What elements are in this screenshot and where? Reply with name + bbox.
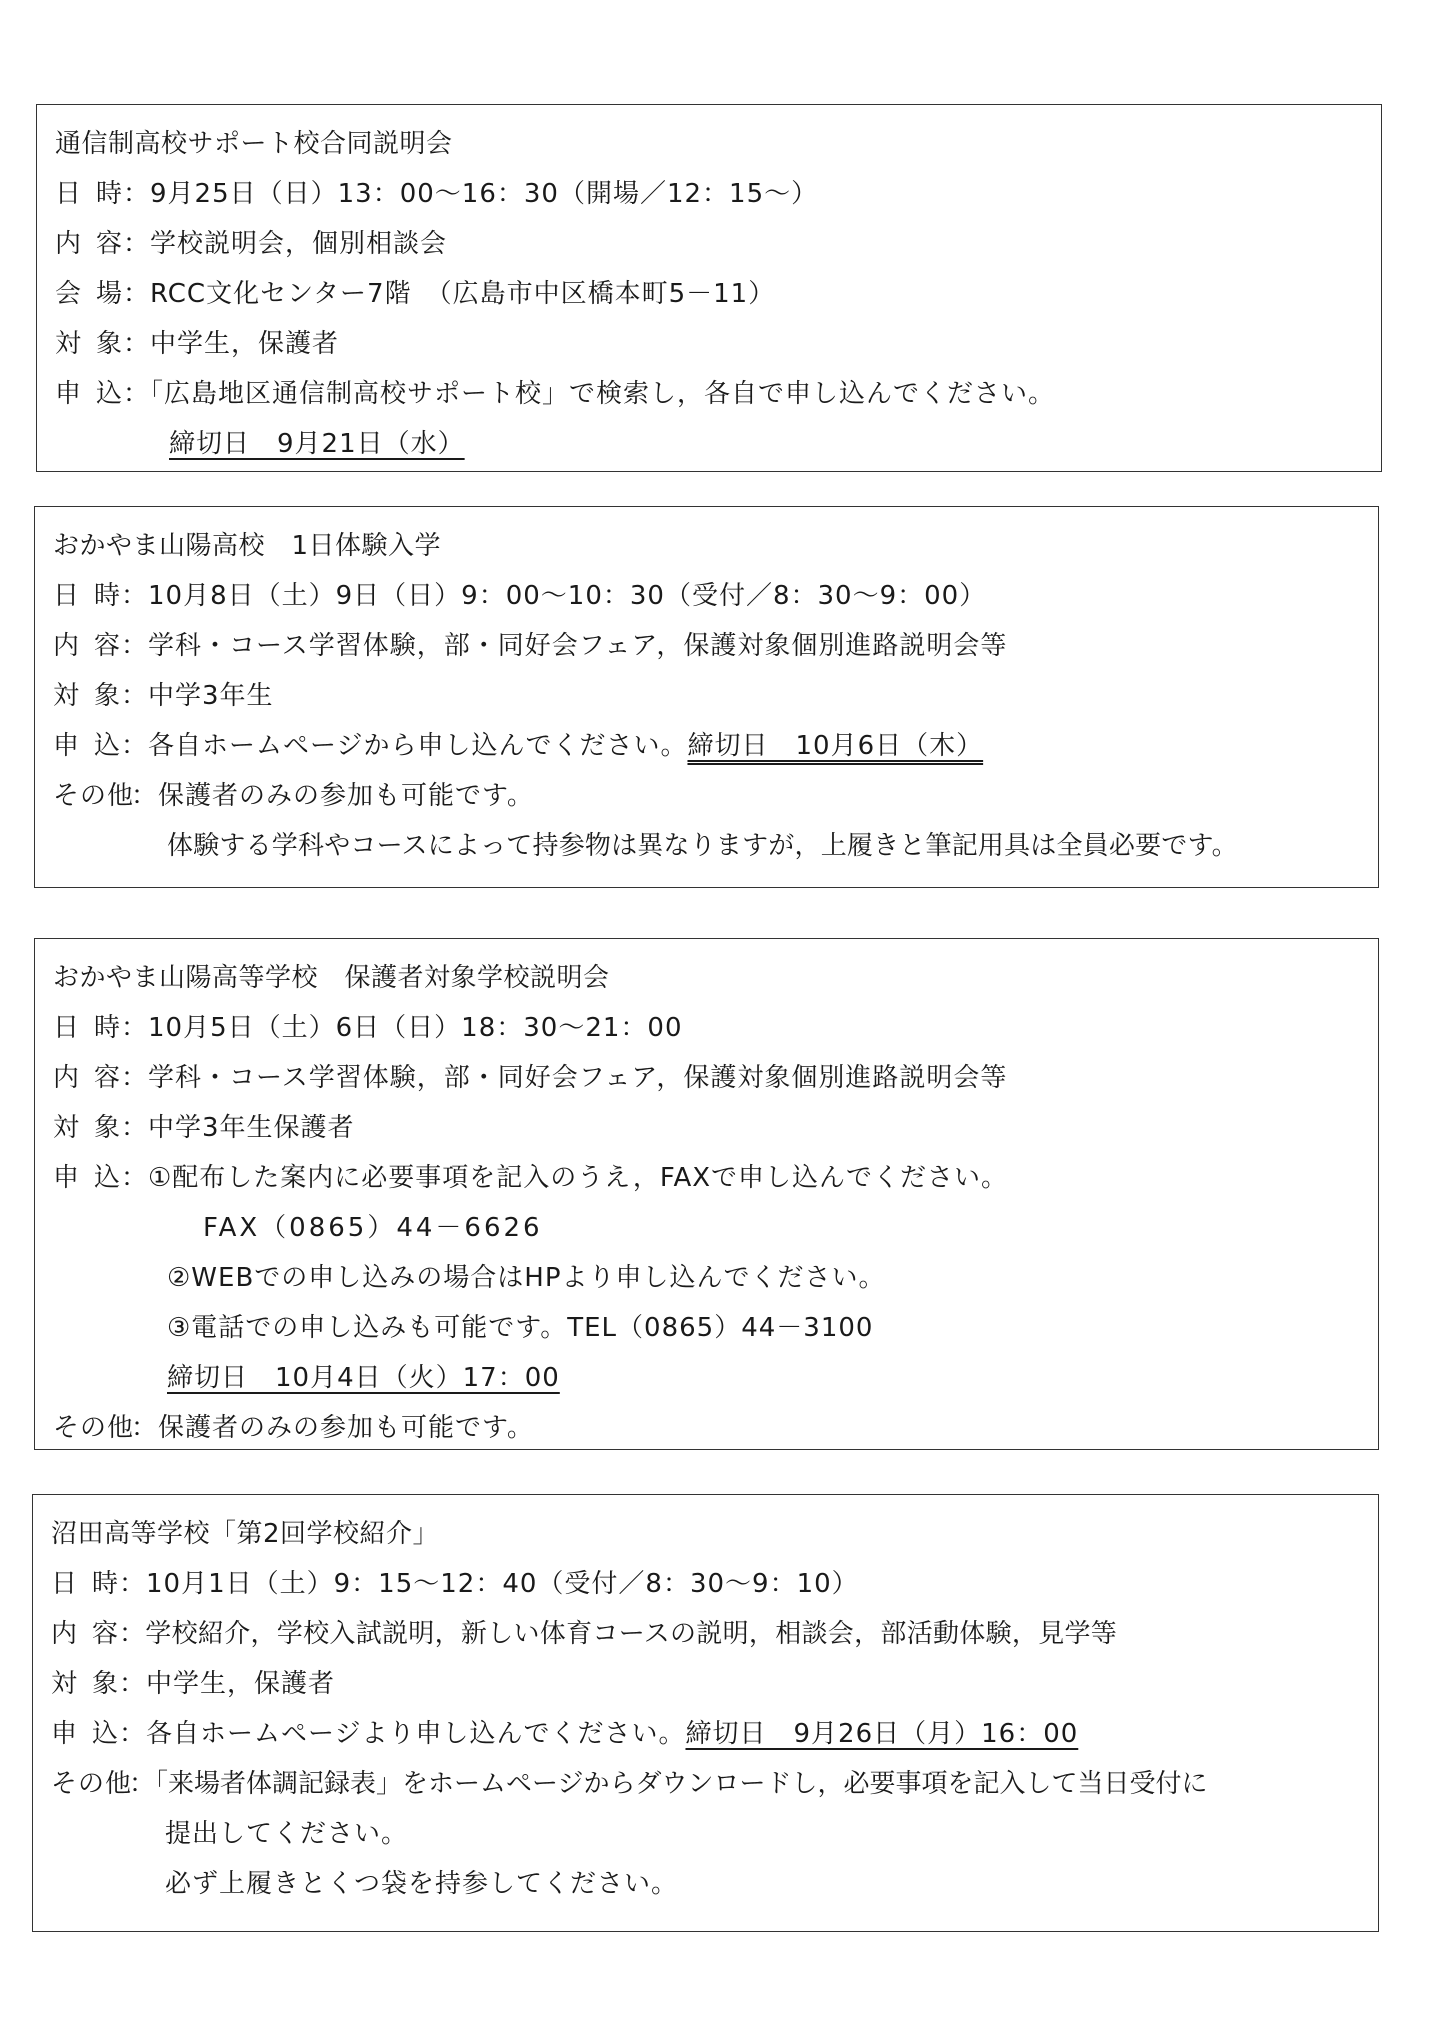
event-box-1 — [36, 104, 1382, 472]
row-label: 対 象 — [55, 329, 123, 359]
row-value: ：中学3年生保護者 — [121, 1113, 355, 1143]
row-value: ：10月8日（土）9日（日）9：00～10：30（受付／8：30～9：00） — [121, 581, 987, 611]
event-row-content — [53, 1053, 1378, 1103]
event-row-apply — [55, 369, 1381, 419]
event-row-datetime — [53, 1003, 1378, 1053]
row-label: 申 込 — [55, 379, 123, 409]
row-label: 申 込 — [53, 731, 121, 761]
event-row-datetime — [53, 571, 1378, 621]
row-value: ：「広島地区通信制高校サポート校」で検索し，各自で申し込んでください。 — [123, 379, 1056, 409]
event-row-other — [53, 1403, 1378, 1453]
row-label: 日 時 — [55, 179, 123, 209]
deadline: 締切日 10月4日（火）17：00 — [167, 1363, 560, 1393]
row-value: ：学科・コース学習体験，部・同好会フェア，保護対象個別進路説明会等 — [121, 1063, 1008, 1093]
row-label: 内 容 — [53, 631, 121, 661]
row-label: その他 — [51, 1769, 133, 1799]
deadline: 締切日 9月26日（月）16：00 — [685, 1719, 1079, 1749]
event-title: おかやま山陽高校 1日体験入学 — [53, 531, 442, 561]
row-label: 申 込 — [53, 1163, 121, 1193]
row-value: ：10月1日（土）9：15～12：40（受付／8：30～9：10） — [119, 1569, 859, 1599]
note-line: 提出してください。 — [165, 1819, 409, 1849]
row-value: ：「来場者体調記録表」をホームページからダウンロードし，必要事項を記入して当日受付に — [129, 1769, 1208, 1799]
apply-text: ：各自ホームページから申し込んでください。 — [121, 731, 688, 761]
row-value: ：学校紹介，学校入試説明，新しい体育コースの説明，相談会，部活動体験，見学等 — [119, 1619, 1118, 1649]
event-row-target — [53, 671, 1378, 721]
row-value — [121, 721, 983, 771]
note-line: 必ず上履きとくつ袋を持参してください。 — [165, 1869, 679, 1899]
event-row-content — [51, 1609, 1378, 1659]
row-label: 対 象 — [53, 681, 121, 711]
row-value: ：9月25日（日）13：00～16：30（開場／12：15～） — [123, 179, 819, 209]
event-row-target — [55, 319, 1381, 369]
row-label: 対 象 — [53, 1113, 121, 1143]
event-row-other — [51, 1759, 1378, 1809]
event-box-2 — [34, 506, 1379, 888]
row-value: ：中学生，保護者 — [119, 1669, 336, 1699]
event-row-other — [53, 771, 1378, 821]
event-row-content — [55, 219, 1381, 269]
row-label: 内 容 — [55, 229, 123, 259]
row-label: その他 — [53, 1413, 135, 1443]
row-value: ：10月5日（土）6日（日）18：30～21：00 — [121, 1013, 683, 1043]
event-box-3 — [34, 938, 1379, 1450]
row-value: ：保護者のみの参加も可能です。 — [131, 781, 534, 811]
event-row-apply — [51, 1709, 1378, 1759]
event-box-4 — [32, 1494, 1379, 1932]
note-line: 体験する学科やコースによって持参物は異なりますが，上履きと筆記用具は全員必要です。 — [167, 831, 1238, 861]
row-label: 申 込 — [51, 1719, 119, 1749]
row-value: ：①配布した案内に必要事項を記入のうえ，FAXで申し込んでください。 — [121, 1163, 1009, 1193]
event-row-apply — [53, 1153, 1378, 1203]
row-value — [119, 1709, 1078, 1759]
event-row-apply — [53, 721, 1378, 771]
deadline-line — [55, 419, 1381, 469]
row-label: 対 象 — [51, 1669, 119, 1699]
event-title: おかやま山陽高等学校 保護者対象学校説明会 — [53, 963, 610, 993]
row-value: ：中学生，保護者 — [123, 329, 340, 359]
event-row-target — [53, 1103, 1378, 1153]
event-row-datetime — [51, 1559, 1378, 1609]
event-title: 通信制高校サポート校合同説明会 — [55, 129, 453, 159]
row-label: 内 容 — [51, 1619, 119, 1649]
row-value: ：学科・コース学習体験，部・同好会フェア，保護対象個別進路説明会等 — [121, 631, 1008, 661]
row-label: 日 時 — [53, 1013, 121, 1043]
row-label: 日 時 — [51, 1569, 119, 1599]
web-apply-note: ②WEBでの申し込みの場合はHPより申し込んでください。 — [167, 1263, 886, 1293]
row-value: ：学校説明会，個別相談会 — [123, 229, 448, 259]
deadline-line — [53, 1353, 1378, 1403]
event-row-venue — [55, 269, 1381, 319]
row-value: ：RCC文化センター7階 （広島市中区橋本町5－11） — [123, 279, 776, 309]
deadline: 締切日 9月21日（水） — [169, 429, 465, 459]
event-row-content — [53, 621, 1378, 671]
row-label: 日 時 — [53, 581, 121, 611]
row-label: 会 場 — [55, 279, 123, 309]
event-row-datetime — [55, 169, 1381, 219]
row-label: その他 — [53, 781, 135, 811]
deadline: 締切日 10月6日（木） — [687, 731, 984, 761]
tel-apply-note: ③電話での申し込みも可能です。TEL（0865）44－3100 — [167, 1313, 874, 1343]
row-label: 内 容 — [53, 1063, 121, 1093]
event-title: 沼田高等学校「第2回学校紹介」 — [51, 1519, 440, 1549]
fax-number: FAX（0865）44－6626 — [203, 1213, 543, 1243]
apply-text: ：各自ホームページより申し込んでください。 — [119, 1719, 686, 1749]
row-value: ：中学3年生 — [121, 681, 274, 711]
event-row-target — [51, 1659, 1378, 1709]
row-value: ：保護者のみの参加も可能です。 — [131, 1413, 534, 1443]
